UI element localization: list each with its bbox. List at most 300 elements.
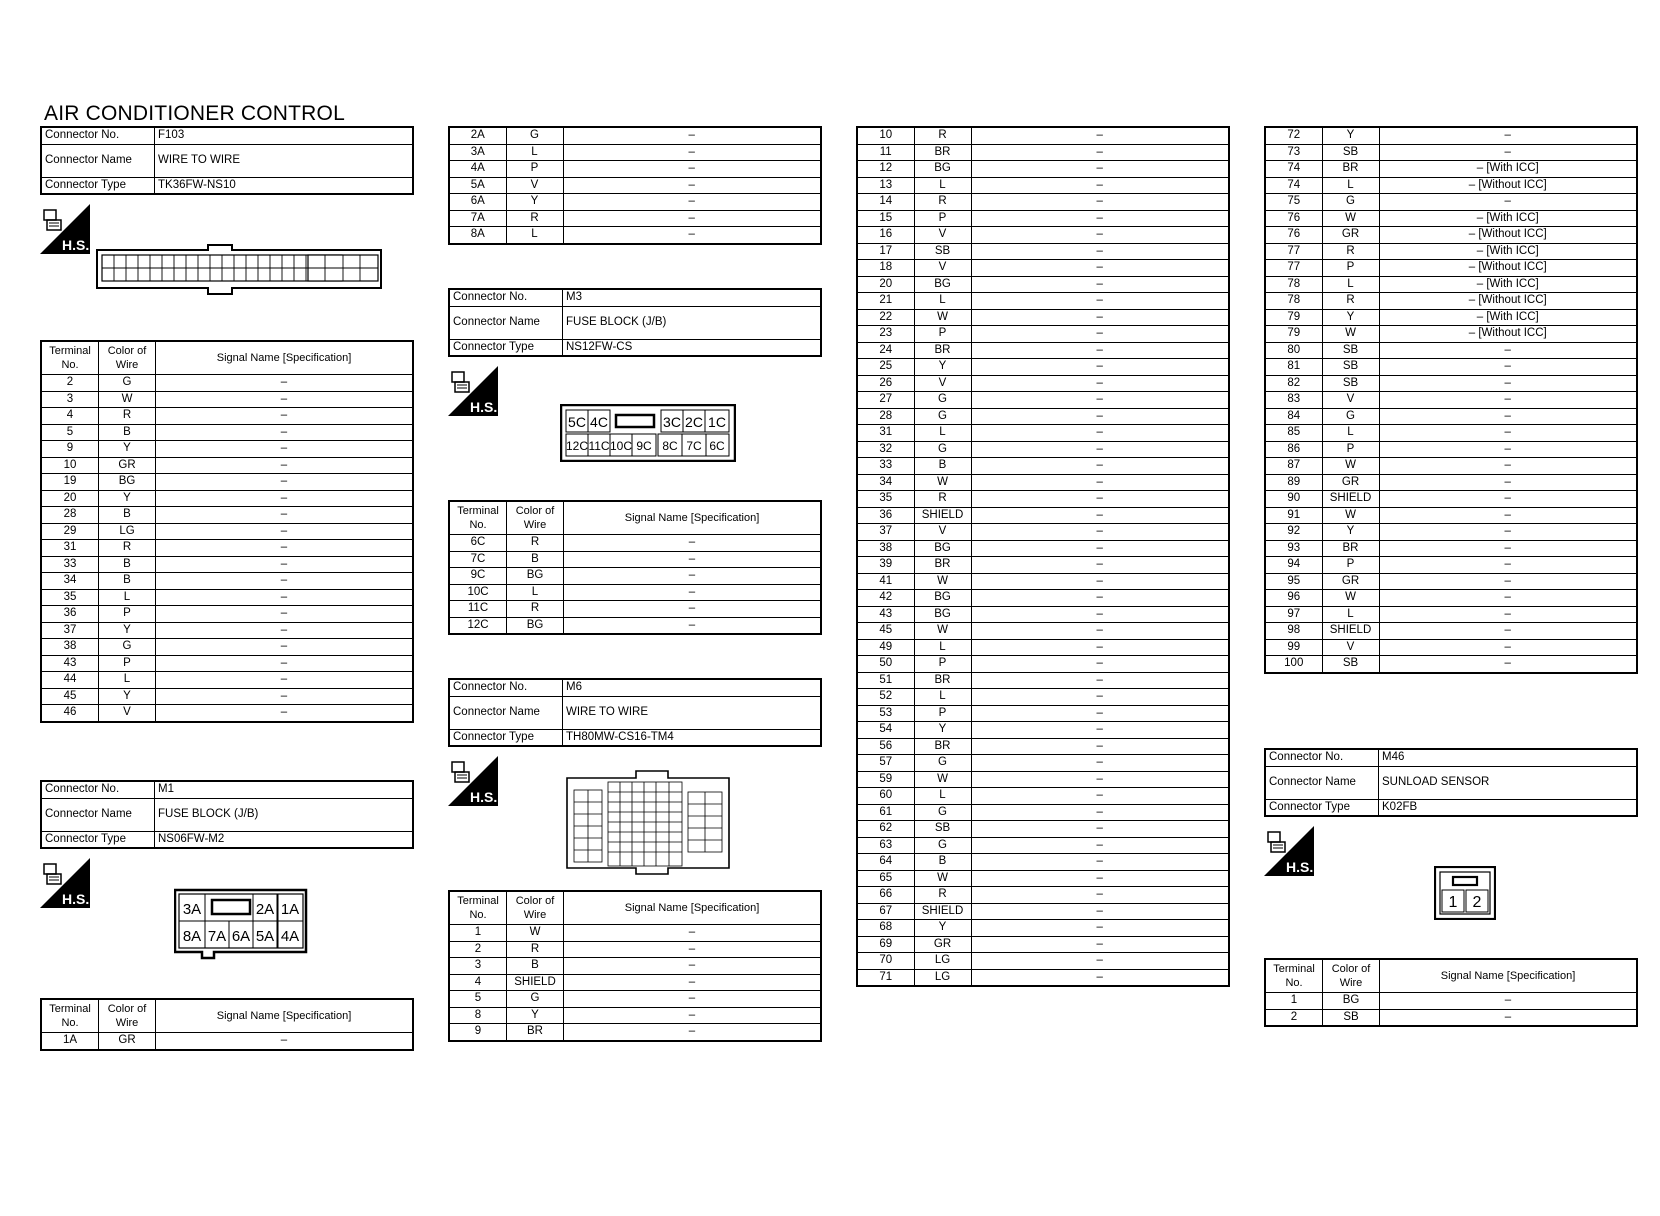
terminal-no-cell: 10 [857,127,914,144]
hs-icon [40,858,90,908]
table-row [857,359,1229,376]
table-row [1265,408,1637,425]
wire-color-cell: Y [99,622,156,639]
color-of-wire-header: Color of Wire [507,891,564,925]
signal-name-cell: – [156,375,414,392]
wire-color-cell: L [99,672,156,689]
wire-color-cell: G [914,755,971,772]
signal-name-cell: – [564,1007,822,1024]
wire-color-cell: LG [914,953,971,970]
signal-name-cell: – [971,425,1229,442]
terminal-no-cell: 38 [41,639,99,656]
wire-color-cell: R [914,194,971,211]
terminal-no-cell: 18 [857,260,914,277]
signal-name-cell: – [1379,194,1637,211]
m46-connector-type: K02FB [1379,799,1638,816]
table-row [41,490,413,507]
wire-color-cell: L [1322,606,1379,623]
wire-color-cell: LG [914,969,971,986]
wire-color-cell: W [914,771,971,788]
signal-name-cell: – [1379,491,1637,508]
wire-color-cell: SB [914,821,971,838]
signal-name-cell: – [1379,392,1637,409]
table-row [449,1024,821,1041]
terminal-no-cell: 5 [41,424,99,441]
hs-icon [448,756,498,806]
terminal-no-cell: 29 [41,523,99,540]
wire-color-cell: BG [914,590,971,607]
connector-no-label: Connector No. [449,289,563,306]
table-row [857,260,1229,277]
terminal-no-cell: 83 [1265,392,1322,409]
m3-face-cell: 9C [636,439,652,453]
m3-face-cell: 11C [588,439,610,453]
table-row [857,590,1229,607]
signal-name-cell: – [156,655,414,672]
m1-terminal-table [40,998,414,1051]
wire-color-cell: G [507,991,564,1008]
terminal-no-cell: 32 [857,441,914,458]
terminal-no-cell: 13 [857,177,914,194]
m6-terminal-continued-2 [1264,126,1638,674]
terminal-no-header: Terminal No. [41,341,99,375]
signal-name-cell: – [With ICC] [1379,210,1637,227]
signal-name-cell: – [156,606,414,623]
terminal-no-header: Terminal No. [41,999,99,1033]
signal-name-cell: – [971,606,1229,623]
signal-name-cell: – [156,589,414,606]
m3-face-cell: 3C [663,414,681,430]
wire-color-cell: SB [1322,656,1379,673]
wire-color-cell: BG [507,617,564,634]
terminal-no-cell: 10 [41,457,99,474]
wire-color-cell: BG [914,276,971,293]
table-row [1265,540,1637,557]
table-row [41,589,413,606]
table-row [449,194,821,211]
terminal-no-cell: 9 [449,1024,507,1041]
wire-color-cell: GR [99,457,156,474]
signal-name-cell: – [971,276,1229,293]
signal-name-cell: – [156,490,414,507]
terminal-no-cell: 34 [857,474,914,491]
signal-name-cell: – [971,342,1229,359]
terminal-no-cell: 94 [1265,557,1322,574]
table-row [449,958,821,975]
wire-color-cell: GR [1322,227,1379,244]
table-row [857,953,1229,970]
terminal-no-cell: 74 [1265,177,1322,194]
table-row [1265,557,1637,574]
wire-color-cell: Y [1322,127,1379,144]
wire-color-cell: L [914,689,971,706]
table-row [41,606,413,623]
signal-name-cell: – [971,210,1229,227]
column-2-m3 [448,288,822,357]
column-1 [40,126,414,195]
terminal-no-cell: 54 [857,722,914,739]
m46-connector-face-icon [1434,866,1496,925]
terminal-no-cell: 100 [1265,656,1322,673]
wire-color-cell: LG [99,523,156,540]
m1-connector-type: NS06FW-M2 [155,831,414,848]
connector-name-label: Connector Name [1265,766,1379,799]
terminal-no-cell: 2 [449,941,507,958]
wire-color-cell: R [507,601,564,618]
terminal-no-cell: 97 [1265,606,1322,623]
table-row [857,144,1229,161]
signal-name-cell: – [971,837,1229,854]
signal-name-cell: – [156,523,414,540]
terminal-no-cell: 8 [449,1007,507,1024]
terminal-no-cell: 95 [1265,573,1322,590]
signal-name-cell: – [564,568,822,585]
table-row [857,557,1229,574]
signal-name-cell: – [1380,1009,1638,1026]
terminal-no-cell: 79 [1265,309,1322,326]
column-4-m46 [1264,748,1638,817]
signal-name-header: Signal Name [Specification] [564,501,822,535]
terminal-no-cell: 23 [857,326,914,343]
table-row [857,903,1229,920]
table-row [1265,1009,1637,1026]
terminal-no-cell: 7A [449,210,506,227]
terminal-no-cell: 10C [449,584,507,601]
table-row [857,573,1229,590]
signal-name-cell: – [1379,474,1637,491]
wire-color-cell: P [99,655,156,672]
color-of-wire-header: Color of Wire [99,999,156,1033]
table-row [449,551,821,568]
m1-face-cell: 6A [231,928,251,945]
terminal-no-cell: 76 [1265,227,1322,244]
wire-color-cell: Y [914,359,971,376]
wire-color-cell: V [914,524,971,541]
signal-name-cell: – [971,144,1229,161]
terminal-no-cell: 14 [857,194,914,211]
table-row [449,161,821,178]
terminal-no-cell: 70 [857,953,914,970]
terminal-no-cell: 64 [857,854,914,871]
terminal-no-cell: 20 [857,276,914,293]
signal-name-cell: – [563,227,821,244]
signal-name-cell: – [Without ICC] [1379,177,1637,194]
m6-terminal-block [448,890,822,1042]
m3-connector-name: FUSE BLOCK (J/B) [563,306,822,339]
terminal-no-cell: 53 [857,705,914,722]
signal-name-cell: – [156,556,414,573]
wire-color-cell: B [99,507,156,524]
terminal-no-cell: 43 [857,606,914,623]
signal-name-header: Signal Name [Specification] [156,341,414,375]
table-row [857,623,1229,640]
wire-color-cell: SHIELD [914,507,971,524]
table-row [449,925,821,942]
wire-color-cell: BG [914,606,971,623]
table-row [857,722,1229,739]
table-row [857,936,1229,953]
terminal-no-cell: 57 [857,755,914,772]
table-row [857,969,1229,986]
wire-color-cell: V [914,375,971,392]
wire-color-cell: SHIELD [914,903,971,920]
m3-face-cell: 2C [685,414,703,430]
table-row [1265,606,1637,623]
terminal-no-cell: 8A [449,227,506,244]
terminal-no-cell: 56 [857,738,914,755]
table-row [41,639,413,656]
terminal-no-cell: 36 [41,606,99,623]
wire-color-cell: L [1322,276,1379,293]
signal-name-cell: – [Without ICC] [1379,260,1637,277]
wire-color-cell: P [914,326,971,343]
signal-name-cell: – [563,210,821,227]
wire-color-cell: Y [506,194,563,211]
terminal-no-cell: 1A [41,1033,99,1050]
signal-name-cell: – [Without ICC] [1379,293,1637,310]
m3-face-cell: 8C [662,439,678,453]
signal-name-cell: – [1379,408,1637,425]
signal-name-cell: – [971,771,1229,788]
m1-face-cell: 1A [280,901,300,918]
wire-color-cell: G [1322,408,1379,425]
signal-name-cell: – [1379,342,1637,359]
terminal-no-cell: 96 [1265,590,1322,607]
m46-info-table [1264,748,1638,817]
wire-color-cell: P [914,210,971,227]
terminal-no-cell: 17 [857,243,914,260]
signal-name-cell: – [971,392,1229,409]
wire-color-cell: Y [914,722,971,739]
m3-face-cell: 12C [565,439,589,453]
terminal-no-cell: 42 [857,590,914,607]
terminal-no-cell: 41 [857,573,914,590]
terminal-no-cell: 43 [41,655,99,672]
signal-name-cell: – [971,755,1229,772]
m6-connector-no: M6 [563,679,822,696]
wire-color-cell: L [1322,425,1379,442]
wire-color-cell: R [914,127,971,144]
terminal-no-cell: 67 [857,903,914,920]
wire-color-cell: L [914,293,971,310]
terminal-no-cell: 93 [1265,540,1322,557]
table-row [857,606,1229,623]
table-row [449,617,821,634]
table-row [449,974,821,991]
table-row [857,177,1229,194]
wire-color-cell: G [99,375,156,392]
table-row [857,656,1229,673]
terminal-no-cell: 89 [1265,474,1322,491]
signal-name-cell: – [Without ICC] [1379,227,1637,244]
wire-color-cell: W [1322,210,1379,227]
wire-color-cell: L [914,788,971,805]
signal-name-cell: – [With ICC] [1379,309,1637,326]
signal-name-cell: – [156,688,414,705]
signal-name-cell: – [971,375,1229,392]
wire-color-cell: Y [99,688,156,705]
terminal-no-cell: 38 [857,540,914,557]
wire-color-cell: G [914,804,971,821]
signal-name-cell: – [971,903,1229,920]
terminal-no-cell: 39 [857,557,914,574]
terminal-no-cell: 98 [1265,623,1322,640]
signal-name-cell: – [1379,524,1637,541]
table-row [41,705,413,722]
table-row [857,788,1229,805]
connector-no-label: Connector No. [449,679,563,696]
signal-name-cell: – [971,738,1229,755]
m6-info-table [448,678,822,747]
signal-name-cell: – [Without ICC] [1379,326,1637,343]
f103-connector-name: WIRE TO WIRE [155,144,414,177]
terminal-no-cell: 49 [857,639,914,656]
m1-face-cell: 4A [280,928,300,945]
signal-name-cell: – [971,491,1229,508]
m1-face-cell: 5A [255,928,275,945]
signal-name-cell: – [1379,606,1637,623]
signal-name-cell: – [156,672,414,689]
wire-color-cell: B [507,551,564,568]
signal-name-cell: – [971,408,1229,425]
signal-name-cell: – [564,974,822,991]
table-row [857,705,1229,722]
signal-name-cell: – [971,969,1229,986]
terminal-no-cell: 36 [857,507,914,524]
terminal-no-cell: 2A [449,127,506,144]
table-row [1265,507,1637,524]
table-row [1265,458,1637,475]
terminal-no-cell: 80 [1265,342,1322,359]
wire-color-cell: BG [914,540,971,557]
signal-name-cell: – [156,457,414,474]
terminal-no-cell: 68 [857,920,914,937]
wire-color-cell: R [914,491,971,508]
terminal-no-cell: 45 [857,623,914,640]
signal-name-cell: – [1379,359,1637,376]
terminal-no-cell: 2 [41,375,99,392]
signal-name-cell: – [1380,993,1638,1010]
terminal-no-cell: 63 [857,837,914,854]
wire-color-cell: W [1322,507,1379,524]
table-row [449,941,821,958]
terminal-no-cell: 7C [449,551,507,568]
signal-name-cell: – [1379,375,1637,392]
table-row [857,771,1229,788]
table-row [857,194,1229,211]
table-row [449,1007,821,1024]
terminal-no-cell: 28 [41,507,99,524]
wire-color-cell: L [99,589,156,606]
signal-name-cell: – [971,227,1229,244]
terminal-no-cell: 11C [449,601,507,618]
terminal-no-cell: 33 [857,458,914,475]
table-row [857,425,1229,442]
m3-face-cell: 5C [568,414,586,430]
terminal-no-cell: 11 [857,144,914,161]
signal-name-cell: – [156,573,414,590]
terminal-no-cell: 99 [1265,639,1322,656]
wire-color-cell: BG [914,161,971,178]
terminal-no-cell: 5A [449,177,506,194]
signal-name-cell: – [156,540,414,557]
table-row [857,458,1229,475]
wire-color-cell: BR [914,672,971,689]
wire-color-cell: R [507,941,564,958]
terminal-no-cell: 60 [857,788,914,805]
signal-name-cell: – [971,887,1229,904]
terminal-no-cell: 22 [857,309,914,326]
terminal-no-header: Terminal No. [449,501,507,535]
wire-color-cell: B [99,573,156,590]
terminal-no-cell: 31 [41,540,99,557]
m6-terminal-table-cont [856,126,1230,987]
table-row [1265,342,1637,359]
wire-color-cell: W [914,474,971,491]
table-row [449,601,821,618]
table-row [857,821,1229,838]
signal-name-cell: – [971,722,1229,739]
wire-color-cell: L [506,144,563,161]
m3-connector-face-icon [560,404,736,467]
terminal-no-cell: 59 [857,771,914,788]
wire-color-cell: R [99,408,156,425]
terminal-no-cell: 35 [41,589,99,606]
signal-name-cell: – [971,656,1229,673]
signal-name-cell: – [156,408,414,425]
table-row [449,210,821,227]
m46-face-cell: 1 [1448,894,1458,911]
wire-color-cell: B [914,458,971,475]
hs-icon-label: H.S. [62,891,90,907]
terminal-no-cell: 12C [449,617,507,634]
table-row [449,584,821,601]
table-row [41,424,413,441]
table-row [1265,161,1637,178]
m1-terminal-continued [448,126,822,245]
f103-info-table [40,126,414,195]
wire-color-cell: P [914,656,971,673]
wire-color-cell: G [1322,194,1379,211]
terminal-no-cell: 82 [1265,375,1322,392]
table-row [41,523,413,540]
table-row [857,540,1229,557]
signal-name-cell: – [971,293,1229,310]
signal-name-cell: – [156,441,414,458]
table-row [1265,474,1637,491]
connector-name-label: Connector Name [41,144,155,177]
wire-color-cell: W [1322,590,1379,607]
wire-color-cell: W [914,309,971,326]
wire-color-cell: L [914,177,971,194]
signal-name-cell: – [971,326,1229,343]
terminal-no-cell: 15 [857,210,914,227]
table-row [857,474,1229,491]
terminal-no-cell: 78 [1265,276,1322,293]
wire-color-cell: SB [1322,144,1379,161]
table-row [857,804,1229,821]
table-row [1265,309,1637,326]
wire-color-cell: SB [1322,359,1379,376]
signal-name-cell: – [971,194,1229,211]
terminal-no-cell: 33 [41,556,99,573]
table-row [41,474,413,491]
signal-name-cell: – [1379,144,1637,161]
signal-name-cell: – [971,524,1229,541]
terminal-no-cell: 74 [1265,161,1322,178]
table-row [1265,392,1637,409]
terminal-no-cell: 85 [1265,425,1322,442]
